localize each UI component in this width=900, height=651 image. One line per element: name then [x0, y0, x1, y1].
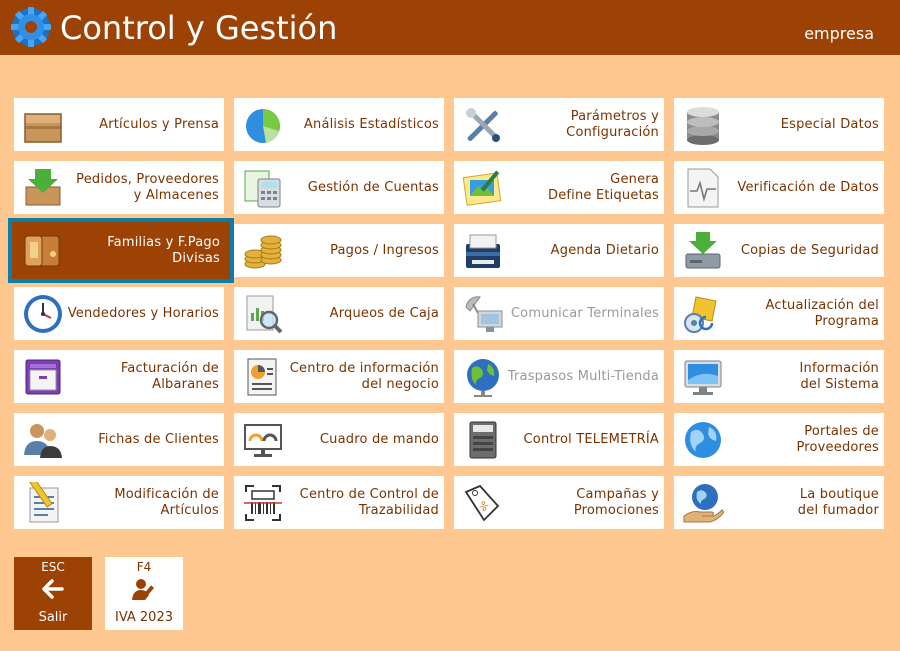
tile-label: La boutique del fumador: [797, 486, 879, 518]
tile-vendedores-horarios[interactable]: [14, 287, 224, 340]
exit-label: Salir: [38, 610, 68, 625]
tile-modificacion-articulos[interactable]: [14, 476, 224, 529]
barcode-scan-icon: [242, 482, 284, 524]
globe-icon: [682, 419, 724, 461]
tile-pagos-ingresos[interactable]: [234, 224, 444, 277]
tile-label: Verificación de Datos: [737, 179, 879, 195]
tile-arqueos-caja[interactable]: [234, 287, 444, 340]
tile-label: Actualización del Programa: [765, 297, 879, 329]
price-tags-icon: [462, 482, 504, 524]
tile-agenda-dietario[interactable]: [454, 224, 664, 277]
tile-label: Familias y F.Pago Divisas: [107, 234, 220, 266]
software-update-icon: [682, 293, 724, 335]
tile-label: Pedidos, Proveedores y Almacenes: [76, 171, 219, 203]
key-label-f4: F4: [136, 560, 152, 574]
tile-label: Copias de Seguridad: [740, 242, 879, 258]
tile-label: Genera Define Etiquetas: [547, 171, 659, 203]
tile-facturacion-albaranes[interactable]: [14, 350, 224, 403]
notepad-pencil-icon: [22, 482, 64, 524]
tile-label: Agenda Dietario: [550, 242, 659, 258]
tile-label: Modificación de Artículos: [114, 486, 219, 518]
tile-label: Portales de Proveedores: [796, 423, 879, 455]
tile-label: Control TELEMETRÍA: [523, 431, 659, 447]
telemetry-device-icon: [462, 419, 504, 461]
company-name: empresa: [804, 24, 874, 43]
tile-label: Facturación de Albaranes: [120, 360, 219, 392]
pie-chart-icon: [242, 104, 284, 146]
download-box-icon: [22, 167, 64, 209]
users-icon: [22, 419, 64, 461]
dashboard-icon: [242, 419, 284, 461]
tile-traspasos-multitienda[interactable]: [454, 350, 664, 403]
coins-icon: [242, 230, 284, 272]
gear-icon: [10, 6, 52, 48]
tile-fichas-clientes[interactable]: [14, 413, 224, 466]
tile-cuadro-mando[interactable]: [234, 413, 444, 466]
file-cabinet-icon: [22, 356, 64, 398]
tile-control-telemetria[interactable]: [454, 413, 664, 466]
wallet-icon: [21, 230, 63, 272]
tile-comunicar-terminales[interactable]: [454, 287, 664, 340]
magnifier-report-icon: [242, 293, 284, 335]
tile-articulos-prensa[interactable]: [14, 98, 224, 151]
app-header: [0, 0, 900, 55]
iva-2023-button[interactable]: [105, 557, 183, 630]
tile-label: Fichas de Clientes: [98, 431, 219, 447]
tile-copias-seguridad[interactable]: [674, 224, 884, 277]
tile-label: Artículos y Prensa: [99, 116, 219, 132]
label-editor-icon: [462, 167, 504, 209]
tile-label: Cuadro de mando: [319, 431, 439, 447]
tile-label: Especial Datos: [780, 116, 879, 132]
tile-label: Centro de Control de Trazabilidad: [299, 486, 439, 518]
tools-icon: [462, 104, 504, 146]
tile-label: Traspasos Multi-Tienda: [507, 368, 659, 384]
tile-parametros-configuracion[interactable]: [454, 98, 664, 151]
tile-label: Vendedores y Horarios: [67, 305, 219, 321]
tile-centro-informacion[interactable]: [234, 350, 444, 403]
calculator-icon: [242, 167, 284, 209]
tile-label: Comunicar Terminales: [510, 305, 659, 321]
tile-gestion-cuentas[interactable]: [234, 161, 444, 214]
box-icon: [22, 104, 64, 146]
tile-label: Centro de información del negocio: [289, 360, 439, 392]
tile-label: Análisis Estadísticos: [303, 116, 439, 132]
tile-label: Parámetros y Configuración: [566, 108, 659, 140]
key-label-esc: ESC: [41, 560, 65, 574]
tile-informacion-sistema[interactable]: [674, 350, 884, 403]
tile-campanas-promociones[interactable]: [454, 476, 664, 529]
globe-hand-icon: [682, 482, 724, 524]
tile-analisis-estadisticos[interactable]: [234, 98, 444, 151]
tile-label: Gestión de Cuentas: [307, 179, 439, 195]
tile-pedidos-proveedores[interactable]: [14, 161, 224, 214]
tile-control-trazabilidad[interactable]: [234, 476, 444, 529]
tile-label: Campañas y Promociones: [573, 486, 659, 518]
user-edit-icon: [131, 576, 157, 602]
database-icon: [682, 104, 724, 146]
agenda-icon: [462, 230, 504, 272]
tile-familias-fpago[interactable]: [12, 222, 230, 279]
arrow-left-icon: [40, 576, 66, 602]
tile-genera-etiquetas[interactable]: [454, 161, 664, 214]
iva-2023-label: IVA 2023: [114, 610, 173, 625]
svg-text:%: %: [475, 499, 491, 515]
tile-label: Pagos / Ingresos: [330, 242, 439, 258]
exit-button[interactable]: [14, 557, 92, 630]
app-title: Control y Gestión: [60, 9, 338, 47]
backup-drive-icon: [682, 230, 724, 272]
tile-boutique-fumador[interactable]: [674, 476, 884, 529]
document-pulse-icon: [682, 167, 724, 209]
business-report-icon: [242, 356, 284, 398]
tile-portales-proveedores[interactable]: [674, 413, 884, 466]
tile-label: Información del Sistema: [799, 360, 879, 392]
tile-verificacion-datos[interactable]: [674, 161, 884, 214]
tile-especial-datos[interactable]: [674, 98, 884, 151]
tile-actualizacion-programa[interactable]: [674, 287, 884, 340]
monitor-icon: [682, 356, 724, 398]
tile-label: Arqueos de Caja: [329, 305, 439, 321]
